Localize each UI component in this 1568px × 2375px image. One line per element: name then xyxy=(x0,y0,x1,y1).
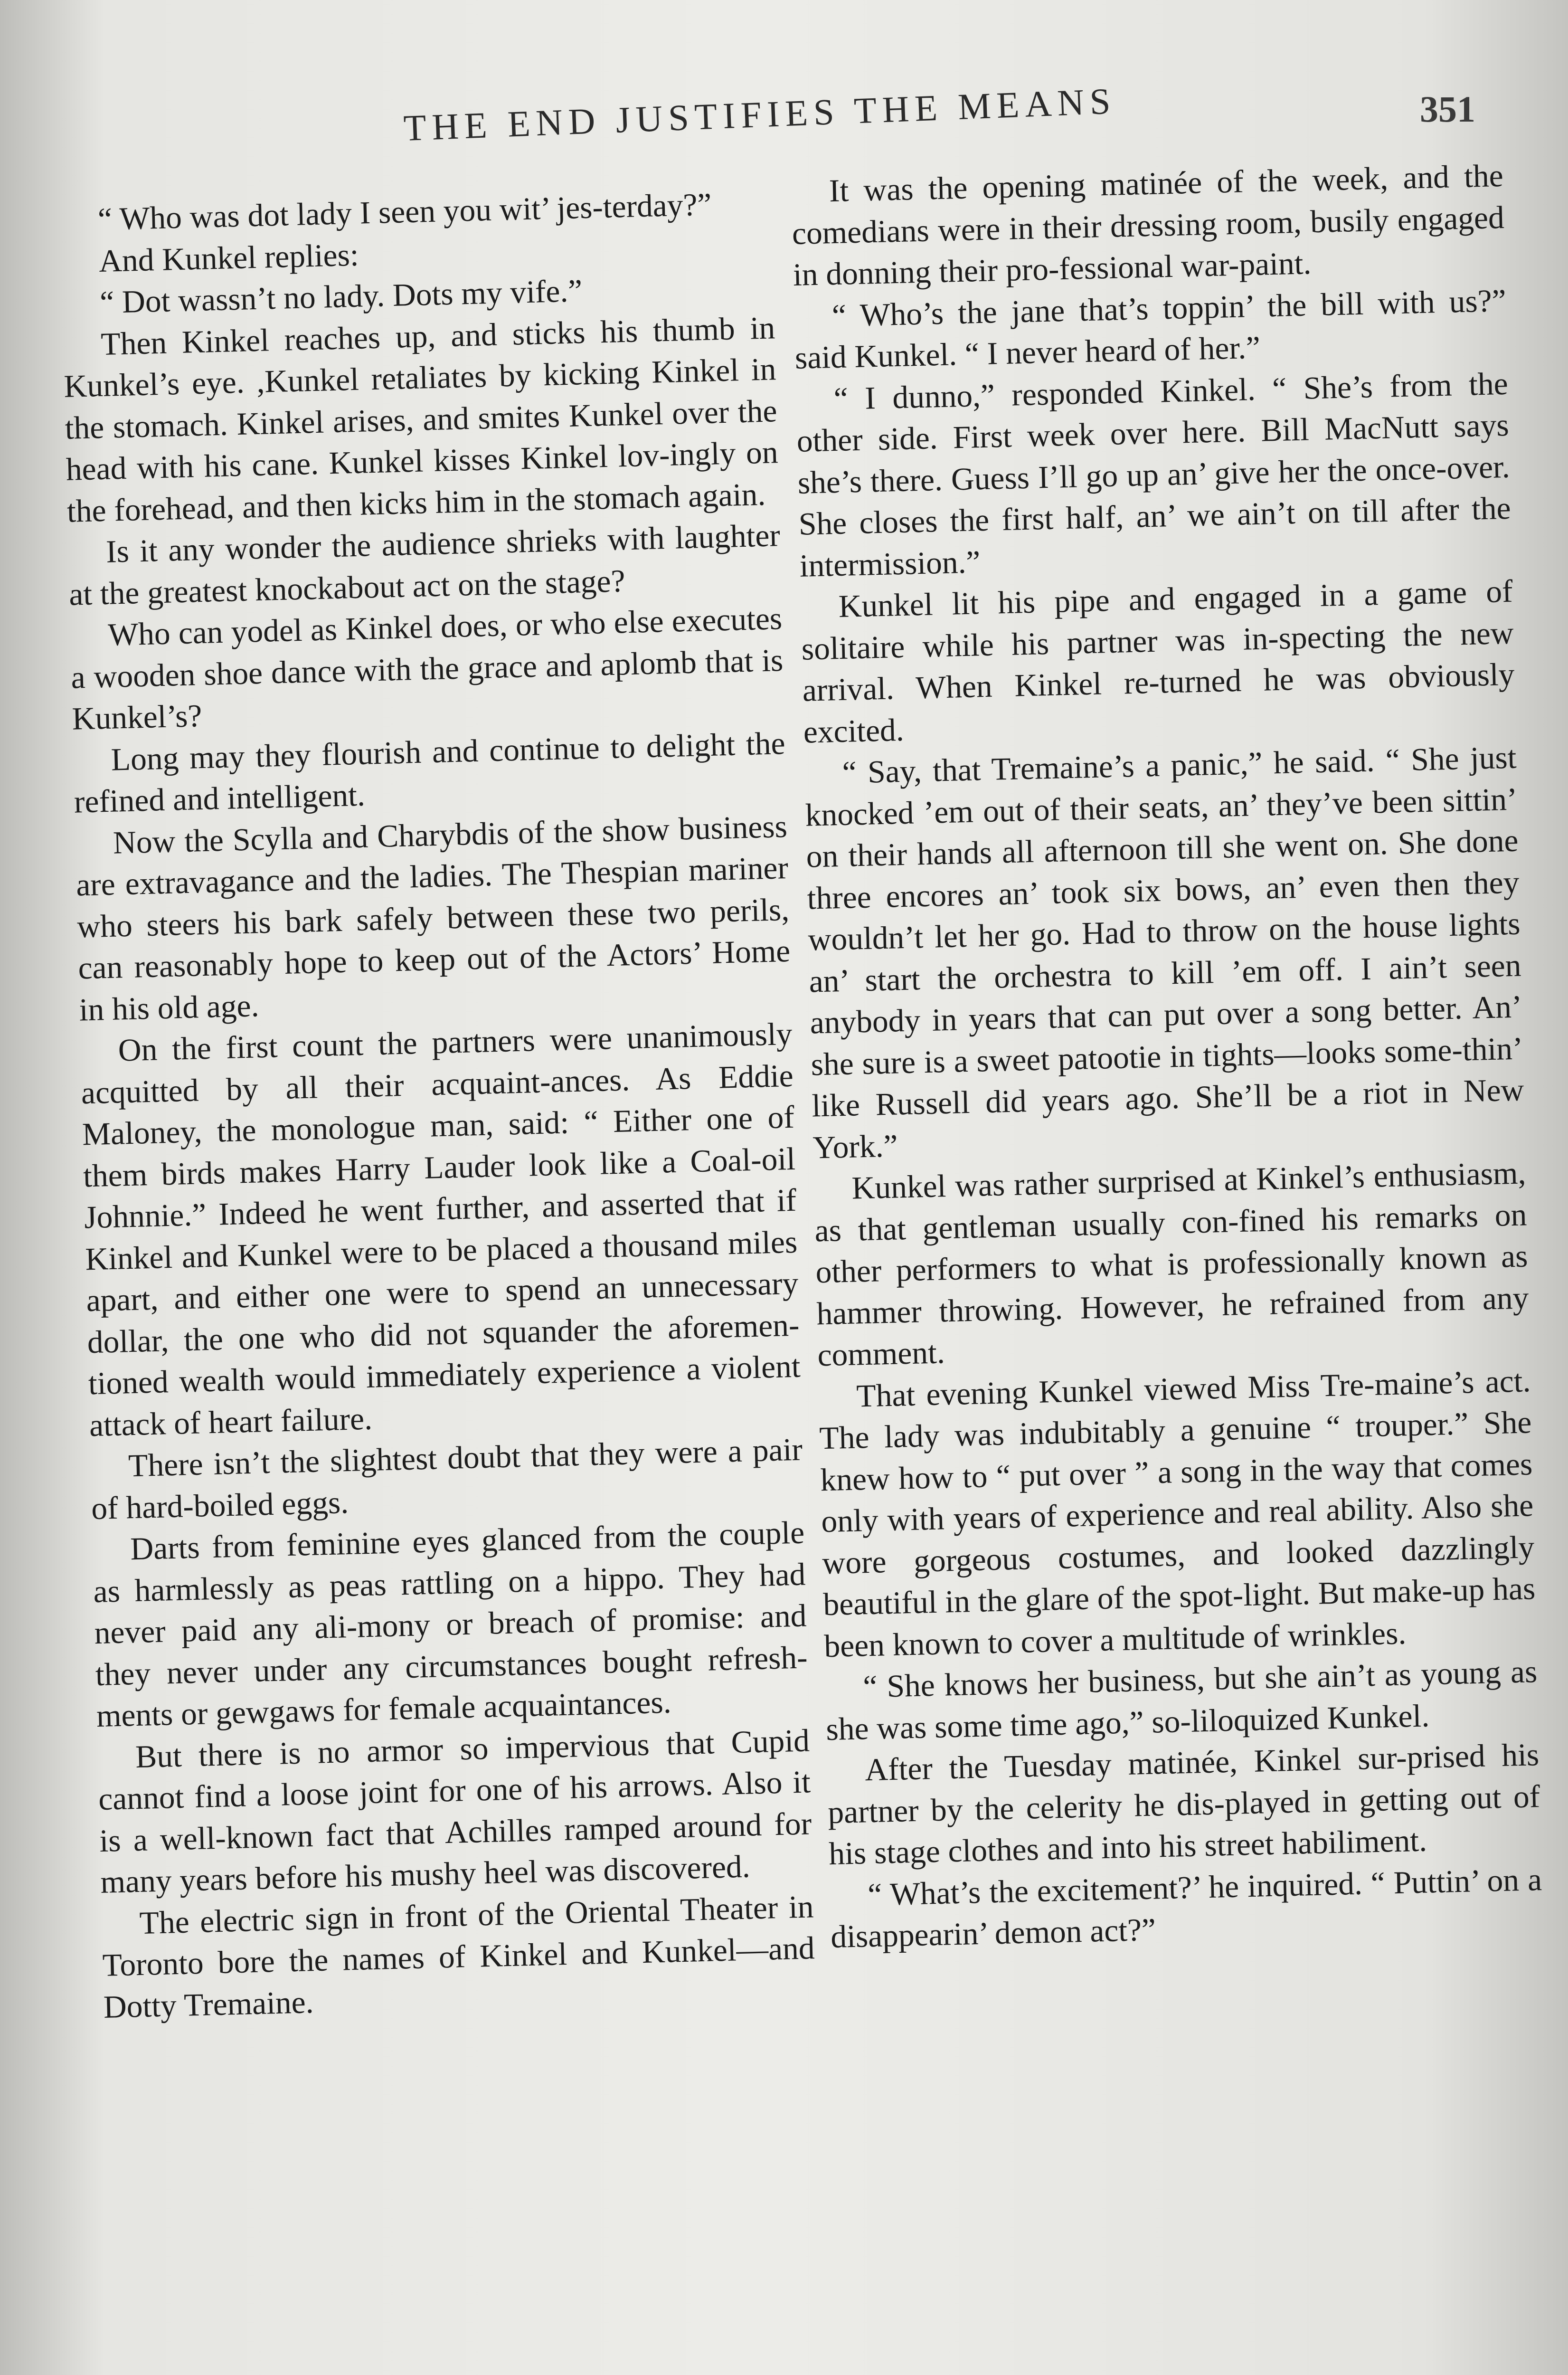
paragraph: Then Kinkel reaches up, and sticks his thumb in Kunkel’s eye. ,Kunkel retaliates by kicking Kinkel in the stomach. Kinkel arises, and smites Kunkel over the head with his cane. Kunkel kisses Kinkel lov-ingly on the forehead, and then kicks him in the stomach again. xyxy=(63,309,779,529)
paragraph: Now the Scylla and Charybdis of the show business are extravagance and the ladies. The Thespian mariner who steers his bark safely between these two perils, can reasonably hope to keep out of the Actors’ Home in his old age. xyxy=(76,808,791,1027)
paragraph: “ What’s the excitement?’ he inquired. “ Puttin’ on a disappearin’ demon act?” xyxy=(830,1861,1542,1955)
paragraph: Long may they flourish and continue to delight the refined and intelligent. xyxy=(74,725,786,820)
paragraph: There isn’t the slightest doubt that they were a pair of hard-boiled eggs. xyxy=(91,1431,803,1526)
paragraph: Who can yodel as Kinkel does, or who else executes a wooden shoe dance with the grace and aplomb that is Kunkel’s? xyxy=(70,600,784,737)
paragraph: “ She knows her business, but she ain’t as young as she was some time ago,” so-liloquized Kunkel. xyxy=(825,1653,1538,1747)
running-title: THE END JUSTIFIES THE MEANS xyxy=(403,80,1117,149)
paragraph: Darts from feminine eyes glanced from the couple as harmlessly as peas rattling on a hippo. They had never paid any ali-mony or breach of promise: and they never under any circumstances bought refresh-ments or gewgaws for female acquaintances. xyxy=(93,1514,808,1734)
paragraph: Is it any wonder the audience shrieks with laughter at the greatest knockabout act on the stage? xyxy=(68,517,781,612)
paragraph: On the first count the partners were unanimously acquitted by all their acquaint-ances. As Eddie Maloney, the monologue man, said: “ Either one of them birds makes Harry Lauder look like a Coal-oil Johnnie.” Indeed he went further, and asserted that if Kinkel and Kunkel were to be placed a thousand miles apart, and either one were to spend an unnecessary dollar, the one who did not squander the aforemen-tioned wealth would immediately experience a violent attack of heart failure. xyxy=(81,1016,801,1443)
paragraph: “ Who’s the jane that’s toppin’ the bill with us?” said Kunkel. “ I never heard of her.” xyxy=(794,282,1507,376)
paragraph: “ I dunno,” responded Kinkel. “ She’s from the other side. First week over here. Bill MacNutt says she’s there. Guess I’ll go up an’ give her the once-over. She closes the first half, an’ we ain’t on till after the intermission.” xyxy=(796,365,1511,584)
page-header xyxy=(0,80,1568,169)
paragraph: But there is no armor so impervious that Cupid cannot find a loose joint for one of his arrows. Also it is a well-known fact that Achilles ramped around for many years before his mushy heel was discovered. xyxy=(98,1722,812,1900)
right-column xyxy=(791,155,1543,1958)
paragraph: After the Tuesday matinée, Kinkel sur-prised his partner by the celerity he dis-played in getting out of his stage clothes and into his street habiliment. xyxy=(827,1737,1540,1872)
paragraph: That evening Kunkel viewed Miss Tre-maine’s act. The lady was indubitably a genuine “ trouper.” She knew how to “ put over ” a song in the way that comes only with years of experience and real ability. Also she wore gorgeous costumes, and looked dazzlingly beautiful in the glare of the spot-light. But make-up has been known to cover a multitude of wrinkles. xyxy=(819,1362,1536,1664)
page-number: 351 xyxy=(1420,88,1475,130)
paragraph: “ Who was dot lady I seen you wit’ jes-terday?” xyxy=(97,186,712,238)
paragraph: Kunkel was rather surprised at Kinkel’s enthusiasm, as that gentleman usually con-fined his remarks on other performers to what is professionally known as hammer throwing. However, he refrained from any comment. xyxy=(814,1155,1530,1373)
paragraph: The electric sign in front of the Oriental Theater in Toronto bore the names of Kinkel and Kunkel—and Dotty Tremaine. xyxy=(102,1888,815,2025)
paragraph: Kunkel lit his pipe and engaged in a game of solitaire while his partner was in-specting the new arrival. When Kinkel re-turned he was obviously excited. xyxy=(801,573,1515,750)
left-column xyxy=(59,182,816,2027)
paragraph: “ Say, that Tremaine’s a panic,” he said. “ She just knocked ’em out of their seats, an’ they’ve been sittin’ on their hands all afternoon till she went on. She done three encores an’ took six bows, an’ even then they wouldn’t let her go. Had to throw on the house lights an’ start the orchestra to kill ’em off. I ain’t seen anybody in years that can put over a song better. An’ she sure is a sweet patootie in tights—looks some-thin’ like Russell did years ago. She’ll be a riot in New York.” xyxy=(804,739,1525,1165)
paragraph: It was the opening matinée of the week, and the comedians were in their dressing room, busily engaged in donning their pro-fessional war-paint. xyxy=(792,157,1505,293)
paragraph: And Kunkel replies: xyxy=(98,237,359,279)
paragraph: “ Dot wassn’t no lady. Dots my vife.” xyxy=(99,273,583,320)
